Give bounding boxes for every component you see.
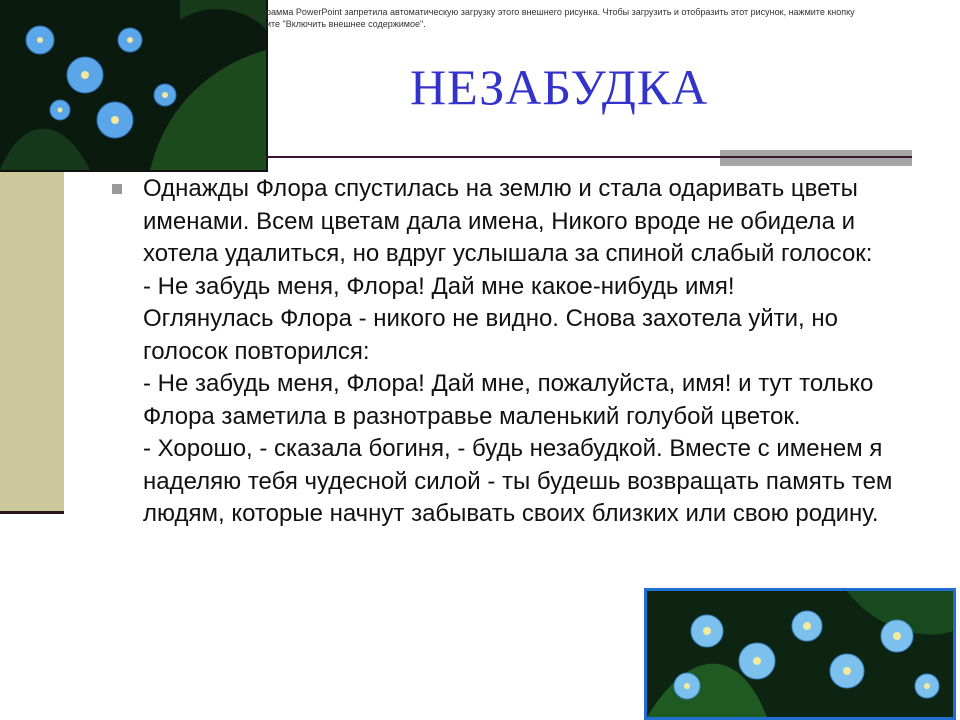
missing-image-notice: рамма PowerPoint запретила автоматическую загрузку этого внешнего рисунка. Чтобы загрузить и отобразить этот рисунок, нажмите кнопку ите "Включить внешнее содержимое". — [266, 7, 855, 29]
forget-me-not-photo-bottom — [644, 588, 956, 720]
slide-title: НЕЗАБУДКА — [410, 59, 709, 115]
title-underline-gray — [720, 150, 912, 166]
forget-me-not-photo-top — [0, 0, 268, 172]
left-band-divider — [0, 511, 64, 514]
slide-body-text: Однажды Флора спустилась на землю и стала одаривать цветы именами. Всем цветам дала имена, Никого вроде не обидела и хотела удалиться, но вдруг услышала за спиной слабый голосок: - Не забудь меня, Флора! Дай мне какое-нибудь имя! Оглянулась Флора - никого не видно. Снова захотела уйти, но голосок повторился: - Не забудь меня, Флора! Дай мне, пожалуйста, имя! и тут только Флора заметила в разнотравье маленький голубой цветок. - Хорошо, - сказала богиня, - будь незабудкой. Вместе с именем я наделяю тебя чудесной силой - ты будешь возвращать память тем людям, которые начнут забывать своих близких или свою родину. — [143, 175, 893, 527]
flower-image — [647, 591, 953, 717]
flower-image — [0, 0, 266, 170]
title-underline-dark — [266, 156, 912, 158]
bullet-marker — [112, 184, 122, 194]
